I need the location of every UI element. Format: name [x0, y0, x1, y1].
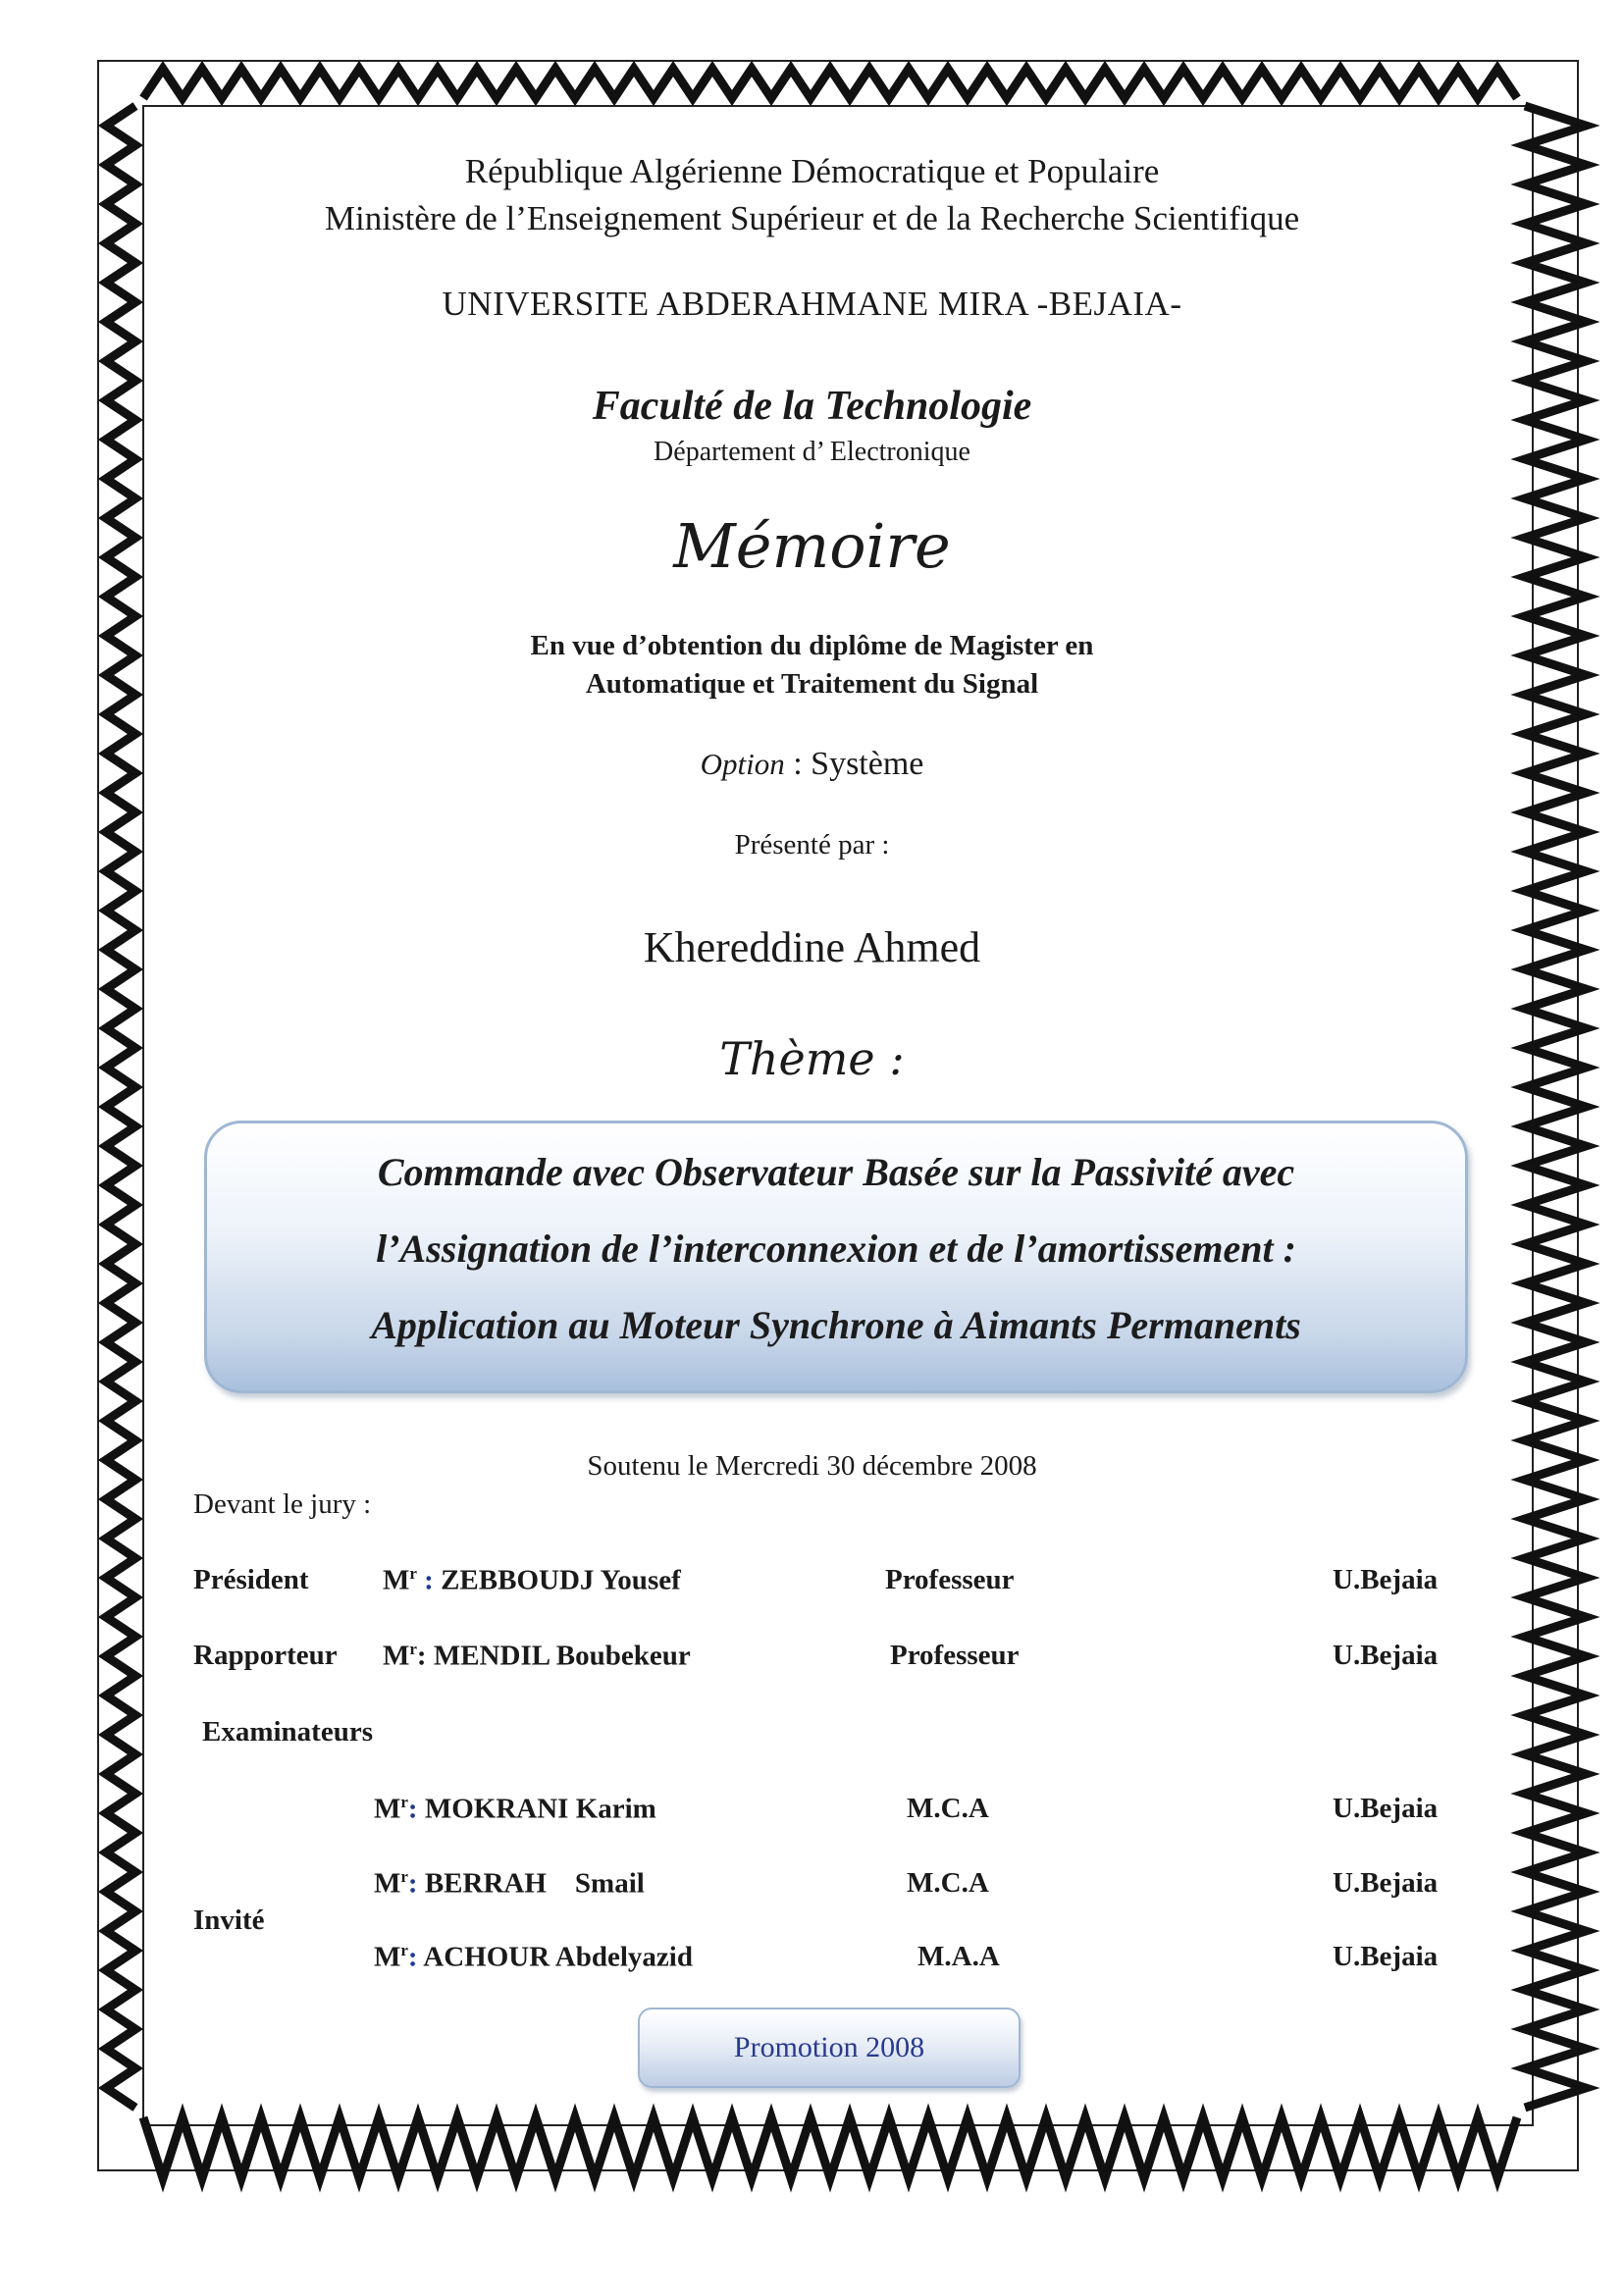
- diploma-line-2: Automatique et Traitement du Signal: [585, 668, 1039, 700]
- promotion-badge: Promotion 2008: [638, 2008, 1021, 2088]
- thesis-title-line-2: l’Assignation de l’interconnexion et de l’amortissement :: [376, 1226, 1296, 1271]
- jury-member-president: $M^r$ : ZEBBOUDJ Yousef: [383, 1564, 681, 1596]
- diploma-line-1: En vue d’obtention du diplôme de Magister en: [530, 630, 1094, 661]
- ministry-heading: Ministère de l’Enseignement Supérieur et de la Recherche Scientifique: [324, 199, 1300, 237]
- department-name: Département d’ Electronique: [654, 437, 970, 467]
- republic-heading: République Algérienne Démocratique et Populaire: [464, 152, 1160, 190]
- jury-affiliation-examinateur-1: U.Bejaia: [1333, 1793, 1439, 1824]
- jury-grade-invite: M.A.A: [917, 1941, 1000, 1972]
- jury-member-examinateur-1: $M^r$: MOKRANI Karim: [374, 1793, 656, 1825]
- jury-name: BERRAH Smail: [424, 1867, 645, 1900]
- jury-affiliation-rapporteur: U.Bejaia: [1333, 1640, 1439, 1671]
- document-type: Mémoire: [673, 510, 951, 582]
- jury-member-invite: $M^r$: ACHOUR Abdelyazid: [374, 1941, 693, 1973]
- defense-date: Soutenu le Mercredi 30 décembre 2008: [587, 1450, 1037, 1482]
- jury-affiliation-president: U.Bejaia: [1333, 1564, 1439, 1595]
- option-line: [0, 746, 1624, 783]
- jury-member-rapporteur: $M^r$: MENDIL Boubekeur: [383, 1640, 691, 1672]
- faculty-name: Faculté de la Technologie: [592, 384, 1032, 429]
- jury-role-president: Président: [193, 1564, 309, 1595]
- thesis-title-line-1: Commande avec Observateur Basée sur la Passivité avec: [377, 1150, 1295, 1194]
- jury-name: ACHOUR Abdelyazid: [423, 1941, 693, 1973]
- university-name: UNIVERSITE ABDERAHMANE MIRA -BEJAIA-: [442, 285, 1182, 323]
- jury-intro: Devant le jury :: [193, 1488, 372, 1520]
- author-name: Khereddine Ahmed: [643, 923, 981, 971]
- jury-name: ZEBBOUDJ Yousef: [441, 1564, 681, 1596]
- jury-grade-rapporteur: Professeur: [890, 1640, 1020, 1671]
- jury-role-rapporteur: Rapporteur: [193, 1640, 338, 1671]
- jury-name: MOKRANI Karim: [424, 1793, 656, 1825]
- thesis-title-line-3: Application au Moteur Synchrone à Aimants Permanents: [371, 1303, 1301, 1347]
- theme-heading: Thème :: [719, 1032, 905, 1085]
- jury-affiliation-invite: U.Bejaia: [1333, 1941, 1439, 1972]
- jury-name: MENDIL Boubekeur: [433, 1640, 691, 1672]
- jury-grade-examinateur-1: M.C.A: [907, 1793, 989, 1824]
- thesis-title-box: [204, 1121, 1468, 1393]
- option-value: : Système: [793, 746, 924, 782]
- jury-grade-examinateur-2: M.C.A: [907, 1867, 989, 1899]
- jury-affiliation-examinateur-2: U.Bejaia: [1333, 1867, 1439, 1899]
- jury-role-invite: Invité: [193, 1905, 265, 1936]
- presented-by: Présenté par :: [734, 829, 890, 861]
- jury-grade-president: Professeur: [885, 1564, 1015, 1595]
- jury-role-examinateurs: Examinateurs: [202, 1716, 373, 1748]
- option-label: Option: [700, 747, 785, 781]
- jury-member-examinateur-2: $M^r$: BERRAH Smail: [374, 1867, 645, 1900]
